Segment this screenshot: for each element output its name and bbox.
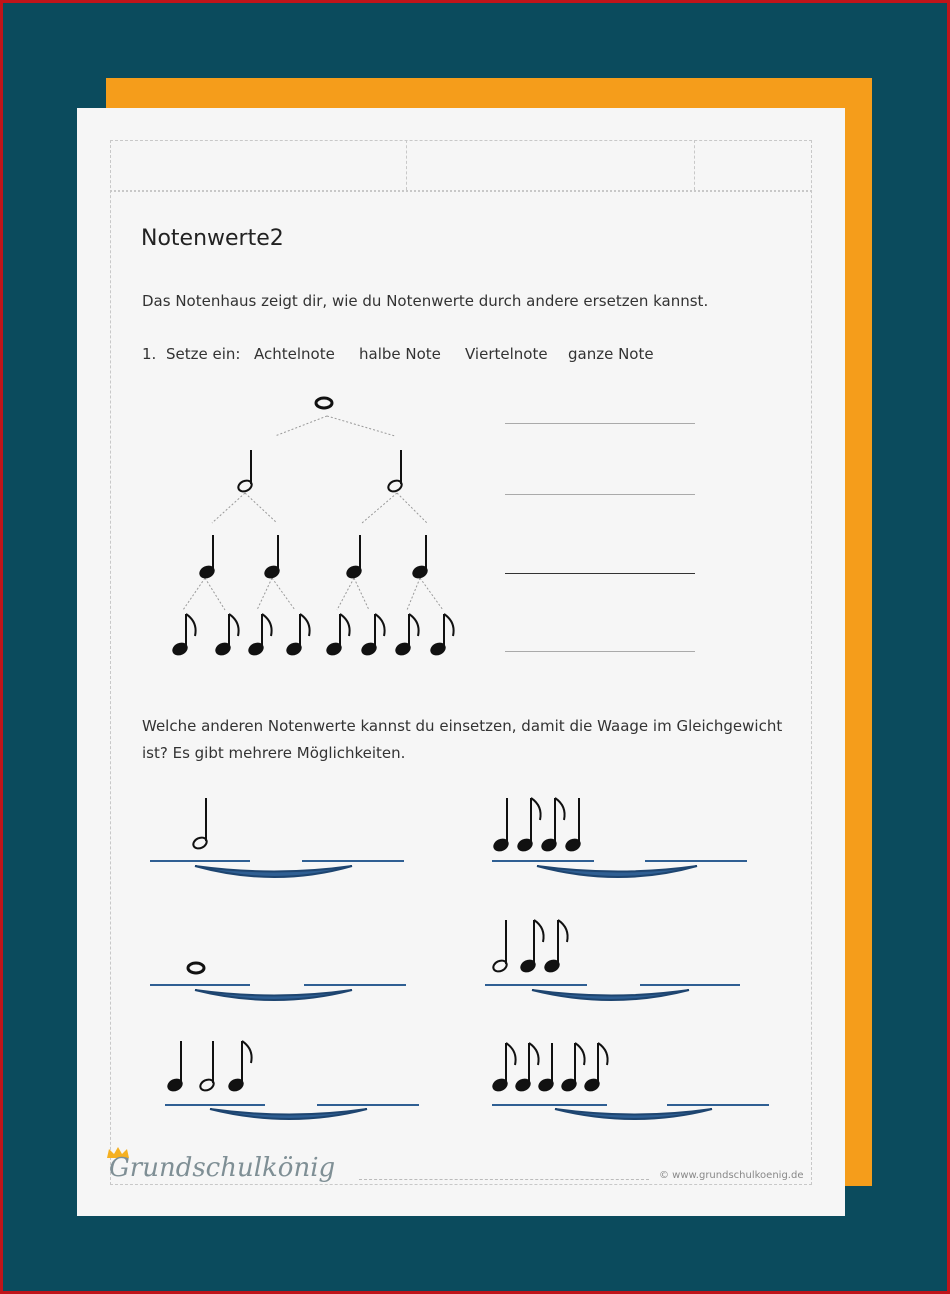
eighth-note-icon: [172, 614, 196, 656]
eighth-note-icon: [286, 614, 310, 656]
answer-line-achtel[interactable]: [505, 651, 695, 652]
task1-prompt: Setze ein:: [166, 345, 241, 363]
eighth-note-icon: [492, 1043, 516, 1092]
quarter-note-icon: [538, 1043, 555, 1092]
answer-line-ganze[interactable]: [505, 423, 695, 424]
quarter-note-icon: [264, 535, 281, 579]
note-tree: [157, 388, 487, 678]
task2-line2: ist? Es gibt mehrere Möglichkeiten.: [142, 744, 406, 762]
option-viertelnote: Viertelnote: [465, 345, 548, 363]
header-divider: [406, 140, 407, 190]
eighth-note-icon: [515, 1043, 539, 1092]
balance-scale: [487, 793, 757, 888]
whole-note-icon: [188, 963, 204, 973]
balance-scale: [162, 1033, 427, 1138]
eighth-note-icon: [326, 614, 350, 656]
eighth-note-icon: [517, 798, 541, 852]
eighth-note-icon: [248, 614, 272, 656]
half-note-icon: [199, 1041, 216, 1092]
scale-beam: [210, 1109, 367, 1119]
scale-beam: [195, 866, 352, 877]
balance-scale: [147, 793, 412, 888]
half-note-icon: [237, 450, 254, 493]
intro-text: Das Notenhaus zeigt dir, wie du Notenwerte durch andere ersetzen kannst.: [142, 292, 709, 310]
task1-number: 1.: [142, 345, 157, 363]
quarter-note-icon: [346, 535, 363, 579]
eighth-note-icon: [541, 798, 565, 852]
scale-beam: [532, 990, 689, 1000]
eighth-note-icon: [430, 614, 454, 656]
quarter-note-icon: [199, 535, 216, 579]
eighth-note-icon: [544, 920, 568, 973]
half-note-icon: [492, 920, 509, 973]
answer-line-halbe[interactable]: [505, 494, 695, 495]
balance-scale: [482, 908, 752, 1018]
half-note-icon: [387, 450, 404, 493]
page-title: Notenwerte2: [141, 226, 284, 251]
scale-beam: [195, 990, 352, 1000]
scale-beam: [555, 1109, 712, 1119]
balance-scale: [487, 1033, 772, 1138]
eighth-note-icon: [395, 614, 419, 656]
logo: Grundschulkönig: [109, 1153, 336, 1183]
half-note-icon: [192, 798, 209, 850]
option-achtelnote: Achtelnote: [254, 345, 335, 363]
quarter-note-icon: [412, 535, 429, 579]
option-ganze-note: ganze Note: [568, 345, 654, 363]
option-halbe-note: halbe Note: [359, 345, 441, 363]
worksheet-page: [77, 108, 845, 1216]
balance-scale: [147, 938, 412, 1018]
scale-beam: [537, 866, 697, 877]
eighth-note-icon: [520, 920, 544, 973]
copyright-text: © www.grundschulkoenig.de: [659, 1170, 804, 1181]
task2-line1: Welche anderen Notenwerte kannst du einsetzen, damit die Waage im Gleichgewicht: [142, 717, 783, 735]
eighth-note-icon: [215, 614, 239, 656]
eighth-note-icon: [228, 1041, 252, 1092]
quarter-note-icon: [493, 798, 510, 852]
eighth-note-icon: [584, 1043, 608, 1092]
whole-note-icon: [316, 398, 332, 408]
header-divider: [694, 140, 695, 190]
header-strip: [110, 140, 812, 192]
eighth-note-icon: [361, 614, 385, 656]
eighth-note-icon: [561, 1043, 585, 1092]
quarter-note-icon: [565, 798, 582, 852]
answer-line-viertel[interactable]: [505, 573, 695, 574]
footer-divider: [359, 1179, 649, 1180]
quarter-note-icon: [167, 1041, 184, 1092]
